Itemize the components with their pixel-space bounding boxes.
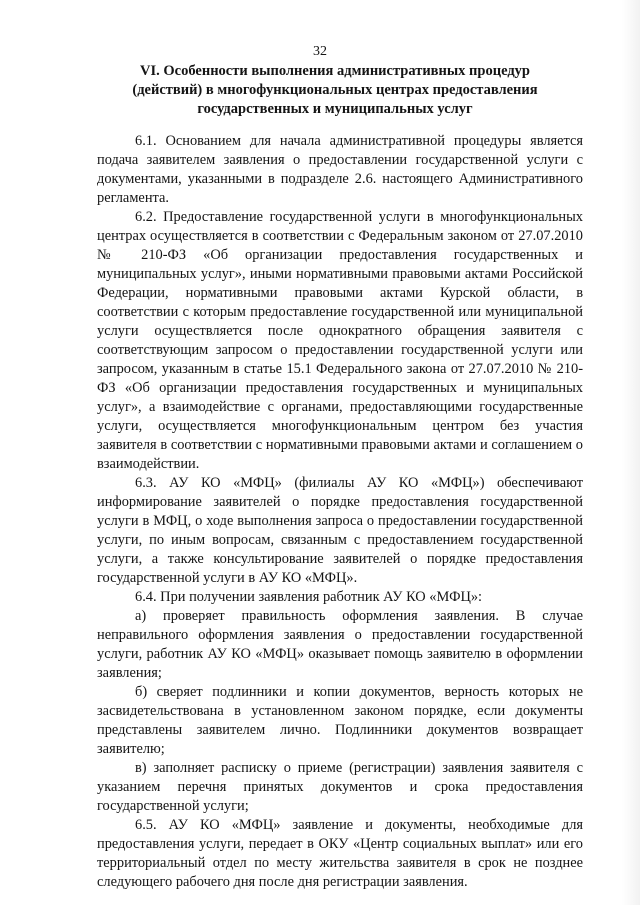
paragraph-6-4-a: а) проверяет правильность оформления заявления. В случае неправильного оформления заявления о предоставлении государственной услуги, работник АУ КО «МФЦ» оказывает помощь заявителю в оформлении заявления; [97, 608, 583, 681]
section-heading-line: VI. Особенности выполнения административных процедур [140, 63, 530, 79]
document-body [97, 132, 583, 892]
section-heading-line: (действий) в многофункциональных центрах предоставления [132, 82, 538, 98]
paragraph-6-1: 6.1. Основанием для начала административной процедуры является подача заявителем заявления о предоставлении государственной услуги с документами, указанными в подразделе 2.6. настоящего Административного регламента. [97, 133, 583, 206]
paragraph-6-4-b: б) сверяет подлинники и копии документов, верность которых не засвидетельствована в установленном законом порядке, если документы представлены заявителем лично. Подлинники документов возвращает заявителю; [97, 684, 583, 757]
section-heading-line: государственных и муниципальных услуг [197, 101, 473, 117]
paragraph-6-3: 6.3. АУ КО «МФЦ» (филиалы АУ КО «МФЦ») обеспечивают информирование заявителей о порядке предоставления государственной услуги в МФЦ, о ходе выполнения запроса о предоставлении государственной услуги, по иным вопросам, связанным с предоставлением государственной услуги, а также консультирование заявителей о порядке предоставления государственной услуги в АУ КО «МФЦ». [97, 475, 583, 586]
page-number: 32 [313, 44, 327, 59]
paragraph-6-5: 6.5. АУ КО «МФЦ» заявление и документы, необходимые для предоставления услуги, передает в ОКУ «Центр социальных выплат» или его территориальный отдел по месту жительства заявителя в срок не позднее следующего рабочего дня после дня регистрации заявления. [97, 817, 583, 890]
paragraph-6-4-v: в) заполняет расписку о приеме (регистрации) заявления заявителя с указанием перечня принятых документов и срока предоставления государственной услуги; [97, 760, 583, 814]
paragraph-6-4: 6.4. При получении заявления работник АУ КО «МФЦ»: [135, 589, 483, 605]
paragraph-6-2: 6.2. Предоставление государственной услуги в многофункциональных центрах осуществляется в соответствии с Федеральным законом от 27.07.2010 № 210-ФЗ «Об организации предоставления государственных и муниципальных услуг», иными нормативными правовыми актами Российской Федерации, нормативными правовыми актами Курской области, в соответствии с которым предоставление государственной или муниципальной услуги осуществляется после однократного обращения заявителя с соответствующим запросом о предоставлении государственной услуги или запросом, указанным в статье 15.1 Федерального закона от 27.07.2010 № 210-ФЗ «Об организации предоставления государственных и муниципальных услуг», а взаимодействие с органами, предоставляющими государственные услуги, осуществляется многофункциональным центром без участия заявителя в соответствии с нормативными правовыми актами и соглашением о взаимодействии. [97, 209, 583, 472]
section-heading [100, 62, 570, 119]
scan-edge-shadow [622, 0, 640, 905]
